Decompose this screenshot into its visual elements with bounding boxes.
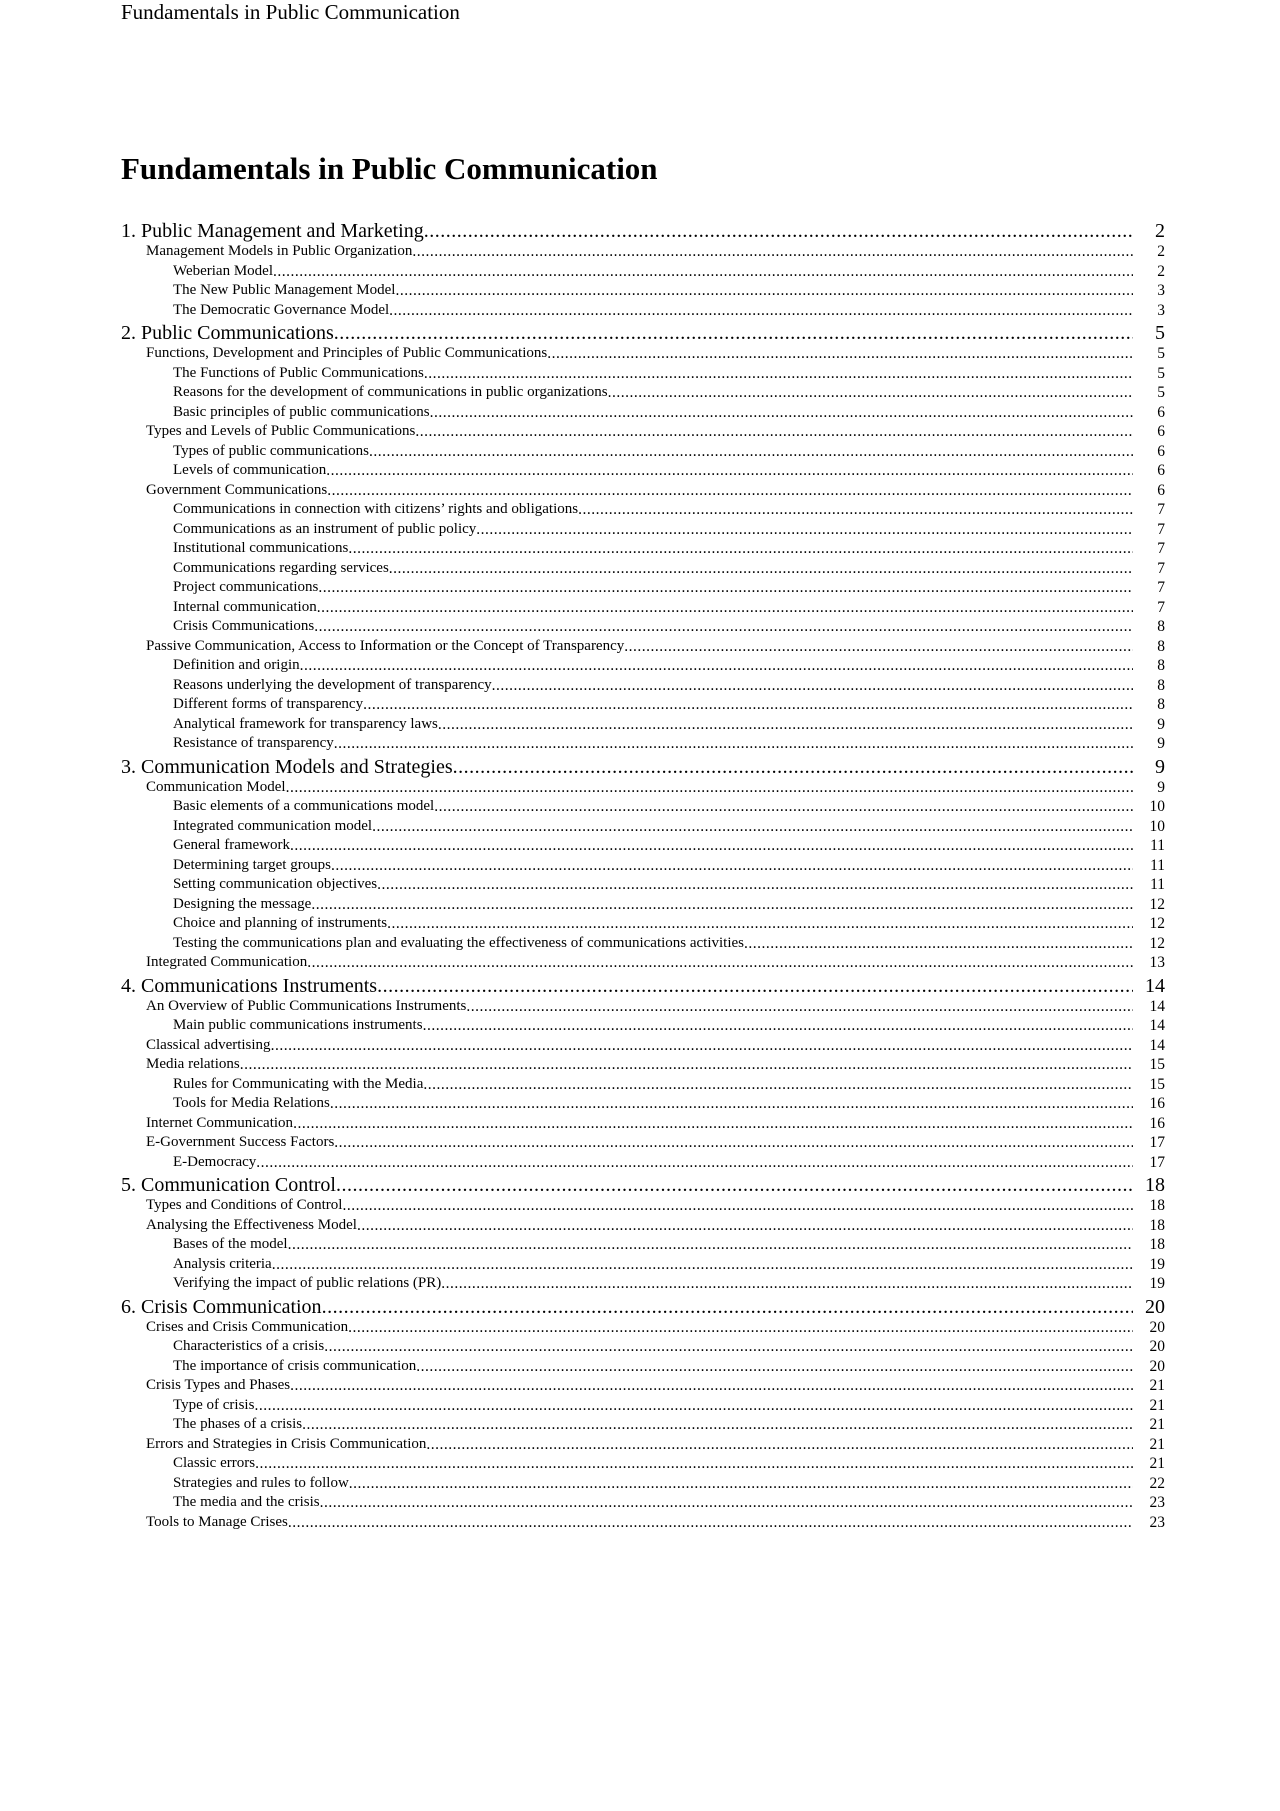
toc-dot-leader (254, 1396, 1133, 1416)
toc-dot-leader (317, 598, 1133, 618)
toc-entry-title: Government Communications (146, 481, 328, 498)
toc-entry-title: Types and Levels of Public Communications (146, 423, 416, 439)
table-of-contents (121, 218, 1165, 1532)
toc-entry-title: Crisis Types and Phases (146, 1377, 291, 1393)
toc-dot-leader (307, 953, 1133, 973)
toc-page-number: 6 (1157, 403, 1165, 421)
toc-entry[interactable] (121, 1016, 1165, 1036)
toc-entry-title: Setting communication objectives (173, 876, 378, 892)
toc-dot-leader (293, 1114, 1133, 1134)
toc-entry-title: The New Public Management Model (173, 282, 396, 298)
toc-dot-leader (288, 1513, 1133, 1533)
toc-dot-leader (372, 817, 1133, 837)
toc-entry[interactable] (121, 1474, 1165, 1494)
toc-entry-title: Media relations (146, 1056, 240, 1072)
toc-entry[interactable] (121, 1454, 1165, 1474)
toc-dot-leader (369, 442, 1133, 462)
toc-page-number: 12 (1149, 915, 1165, 932)
toc-page-number: 2 (1157, 243, 1165, 260)
toc-dot-leader (342, 1196, 1133, 1216)
toc-page-number: 16 (1149, 1114, 1165, 1132)
toc-entry-title: Testing the communications plan and evaluating the effectiveness of communications activities (173, 934, 745, 951)
toc-entry-title: Designing the message (173, 895, 312, 912)
toc-entry[interactable] (121, 895, 1165, 915)
toc-page-number: 21 (1149, 1416, 1165, 1433)
toc-page-number: 16 (1149, 1095, 1165, 1112)
toc-dot-leader (271, 1036, 1133, 1056)
toc-page-number: 19 (1149, 1275, 1165, 1292)
toc-dot-leader (476, 520, 1133, 540)
toc-dot-leader (744, 934, 1133, 954)
toc-page-number: 20 (1149, 1357, 1165, 1375)
toc-page-number: 15 (1149, 1056, 1165, 1073)
toc-dot-leader (578, 500, 1133, 520)
toc-dot-leader (240, 1055, 1133, 1075)
toc-entry[interactable] (121, 220, 1165, 242)
toc-entry-title: Rules for Communicating with the Media (173, 1075, 424, 1092)
toc-entry[interactable] (121, 520, 1165, 540)
toc-page-number: 2 (1155, 220, 1165, 242)
toc-entry-title: Type of crisis (173, 1396, 255, 1413)
toc-entry-title: E-Democracy (173, 1153, 257, 1170)
toc-entry-title: General framework (173, 837, 291, 853)
toc-entry-title: Determining target groups (173, 856, 332, 873)
toc-page-number: 23 (1149, 1513, 1165, 1531)
toc-entry[interactable] (121, 1274, 1165, 1294)
toc-entry-title: Passive Communication, Access to Information or the Concept of Transparency (146, 637, 625, 654)
toc-entry-title: The phases of a crisis (173, 1416, 303, 1432)
toc-entry-title: Analysis criteria (173, 1255, 272, 1272)
toc-entry[interactable] (121, 281, 1165, 301)
toc-entry-title: Characteristics of a crisis (173, 1338, 325, 1354)
toc-page-number: 12 (1149, 934, 1165, 952)
toc-entry-title: Main public communications instruments (173, 1017, 423, 1033)
toc-entry[interactable] (121, 1318, 1165, 1338)
toc-entry[interactable] (121, 1415, 1165, 1435)
toc-entry-title: Project communications (173, 579, 319, 595)
toc-page-number: 12 (1149, 895, 1165, 913)
toc-entry[interactable] (121, 1094, 1165, 1114)
toc-page-number: 6 (1157, 442, 1165, 460)
toc-page-number: 11 (1150, 837, 1165, 854)
toc-dot-leader (377, 875, 1133, 895)
toc-entry[interactable] (121, 578, 1165, 598)
toc-dot-leader (255, 1454, 1133, 1474)
toc-dot-leader (363, 695, 1133, 715)
toc-entry[interactable] (121, 695, 1165, 715)
toc-entry[interactable] (121, 756, 1165, 778)
toc-dot-leader (424, 364, 1133, 384)
toc-page-number: 22 (1149, 1474, 1165, 1492)
toc-entry-title: Tools to Manage Crises (146, 1513, 288, 1530)
toc-dot-leader (608, 383, 1133, 403)
toc-dot-leader (327, 481, 1133, 501)
toc-entry[interactable] (121, 1337, 1165, 1357)
toc-entry[interactable] (121, 1435, 1165, 1455)
toc-entry[interactable] (121, 481, 1165, 501)
toc-dot-leader (547, 344, 1133, 364)
toc-page-number: 8 (1157, 696, 1165, 713)
toc-page-number: 9 (1157, 735, 1165, 752)
toc-dot-leader (334, 322, 1133, 344)
toc-dot-leader (453, 756, 1133, 778)
toc-page-number: 20 (1149, 1318, 1165, 1336)
toc-entry[interactable] (121, 344, 1165, 364)
toc-entry-title: Internet Communication (146, 1114, 294, 1131)
toc-entry-title: Integrated communication model (173, 817, 373, 834)
toc-entry-title: Basic elements of a communications model (173, 798, 435, 814)
toc-page-number: 14 (1149, 1017, 1165, 1034)
toc-entry[interactable] (121, 422, 1165, 442)
toc-page-number: 7 (1157, 579, 1165, 596)
toc-entry-title: Reasons underlying the development of transparency (173, 676, 492, 693)
toc-entry[interactable] (121, 1174, 1165, 1196)
toc-page-number: 21 (1149, 1435, 1165, 1453)
toc-page-number: 15 (1149, 1075, 1165, 1093)
toc-dot-leader (311, 895, 1133, 915)
toc-dot-leader (423, 1075, 1133, 1095)
toc-page-number: 3 (1157, 282, 1165, 299)
toc-entry-title: Crises and Crisis Communication (146, 1318, 349, 1335)
toc-dot-leader (415, 422, 1133, 442)
toc-page-number: 9 (1157, 715, 1165, 733)
toc-entry-title: 3. Communication Models and Strategies (121, 755, 453, 778)
toc-dot-leader (314, 617, 1133, 637)
toc-entry[interactable] (121, 1153, 1165, 1173)
toc-page-number: 11 (1150, 856, 1165, 874)
toc-page-number: 18 (1145, 1174, 1165, 1196)
toc-entry-title: Tools for Media Relations (173, 1095, 330, 1111)
toc-page-number: 21 (1149, 1455, 1165, 1472)
toc-entry[interactable] (121, 953, 1165, 973)
toc-dot-leader (430, 403, 1133, 423)
toc-entry-title: Communication Model (146, 778, 286, 795)
toc-entry[interactable] (121, 461, 1165, 481)
toc-entry[interactable] (121, 1133, 1165, 1153)
toc-dot-leader (322, 1296, 1133, 1318)
toc-page-number: 5 (1157, 364, 1165, 382)
toc-entry-title: 5. Communication Control (121, 1174, 336, 1196)
toc-entry[interactable] (121, 442, 1165, 462)
toc-dot-leader (273, 262, 1133, 282)
toc-entry[interactable] (121, 1493, 1165, 1513)
toc-dot-leader (302, 1415, 1133, 1435)
toc-entry[interactable] (121, 934, 1165, 954)
toc-page-number: 5 (1157, 345, 1165, 362)
toc-entry-title: Communications regarding services (173, 559, 389, 576)
toc-entry[interactable] (121, 539, 1165, 559)
toc-dot-leader (334, 734, 1133, 754)
toc-dot-leader (330, 1094, 1133, 1114)
toc-entry-title: Errors and Strategies in Crisis Communication (146, 1435, 427, 1452)
toc-page-number: 14 (1149, 997, 1165, 1015)
toc-entry-title: Internal communication (173, 598, 317, 615)
toc-entry[interactable] (121, 1396, 1165, 1416)
toc-page-number: 6 (1157, 462, 1165, 479)
toc-dot-leader (624, 637, 1133, 657)
toc-entry-title: Integrated Communication (146, 954, 308, 970)
toc-dot-leader (320, 1493, 1133, 1513)
toc-entry-title: The media and the crisis (173, 1494, 320, 1510)
toc-entry[interactable] (121, 856, 1165, 876)
toc-entry[interactable] (121, 797, 1165, 817)
toc-entry[interactable] (121, 676, 1165, 696)
toc-entry[interactable] (121, 1114, 1165, 1134)
toc-page-number: 8 (1157, 657, 1165, 674)
toc-entry-title: Institutional communications (173, 540, 349, 556)
toc-entry-title: Reasons for the development of communications in public organizations (173, 384, 608, 400)
toc-page-number: 18 (1149, 1236, 1165, 1253)
toc-entry[interactable] (121, 1235, 1165, 1255)
toc-entry[interactable] (121, 598, 1165, 618)
toc-page-number: 7 (1157, 540, 1165, 557)
toc-dot-leader (416, 1357, 1133, 1377)
toc-entry-title: Crisis Communications (173, 618, 315, 634)
toc-page-number: 7 (1157, 520, 1165, 538)
toc-dot-leader (349, 1474, 1133, 1494)
toc-entry[interactable] (121, 817, 1165, 837)
toc-dot-leader (272, 1255, 1133, 1275)
toc-dot-leader (290, 836, 1133, 856)
toc-page-number: 8 (1157, 637, 1165, 655)
toc-entry-title: An Overview of Public Communications Instruments (146, 997, 467, 1014)
toc-entry[interactable] (121, 617, 1165, 637)
toc-entry-title: Levels of communication (173, 462, 327, 478)
toc-entry[interactable] (121, 1255, 1165, 1275)
toc-entry[interactable] (121, 1513, 1165, 1533)
toc-entry-title: Functions, Development and Principles of Public Communications (146, 345, 548, 361)
toc-entry-title: 2. Public Communications (121, 322, 334, 344)
toc-page-number: 10 (1149, 817, 1165, 835)
toc-page-number: 18 (1149, 1197, 1165, 1214)
toc-entry-title: Classic errors (173, 1455, 256, 1471)
toc-dot-leader (389, 301, 1133, 321)
toc-entry[interactable] (121, 1036, 1165, 1056)
toc-entry-title: The importance of crisis communication (173, 1357, 417, 1374)
toc-page-number: 7 (1157, 501, 1165, 518)
toc-entry[interactable] (121, 1055, 1165, 1075)
toc-entry[interactable] (121, 997, 1165, 1017)
toc-dot-leader (424, 220, 1133, 242)
toc-entry-title: Basic principles of public communications (173, 403, 430, 420)
toc-page-number: 7 (1157, 598, 1165, 616)
toc-entry[interactable] (121, 559, 1165, 579)
toc-entry-title: The Functions of Public Communications (173, 364, 424, 381)
toc-entry[interactable] (121, 364, 1165, 384)
toc-entry[interactable] (121, 914, 1165, 934)
toc-entry[interactable] (121, 1196, 1165, 1216)
toc-entry-title: The Democratic Governance Model (173, 301, 390, 318)
toc-page-number: 14 (1145, 974, 1165, 997)
toc-dot-leader (426, 1435, 1133, 1455)
toc-entry-title: Types and Conditions of Control (146, 1197, 343, 1213)
toc-dot-leader (395, 281, 1133, 301)
toc-dot-leader (377, 975, 1133, 997)
toc-dot-leader (492, 676, 1133, 696)
toc-dot-leader (357, 1216, 1133, 1236)
toc-entry[interactable] (121, 403, 1165, 423)
toc-dot-leader (389, 559, 1133, 579)
toc-page-number: 20 (1149, 1338, 1165, 1355)
toc-page-number: 3 (1157, 301, 1165, 319)
toc-entry[interactable] (121, 1357, 1165, 1377)
toc-entry-title: Definition and origin (173, 657, 300, 673)
toc-entry[interactable] (121, 715, 1165, 735)
toc-page-number: 5 (1157, 384, 1165, 401)
toc-page-number: 8 (1157, 676, 1165, 694)
toc-entry-title: Communications as an instrument of public policy (173, 520, 477, 537)
toc-page-number: 6 (1157, 423, 1165, 440)
toc-page-number: 21 (1149, 1396, 1165, 1414)
toc-dot-leader (348, 1318, 1133, 1338)
toc-entry[interactable] (121, 1376, 1165, 1396)
toc-page-number: 8 (1157, 618, 1165, 635)
toc-dot-leader (300, 656, 1133, 676)
toc-entry-title: 4. Communications Instruments (121, 974, 378, 997)
toc-dot-leader (438, 715, 1133, 735)
toc-page-number: 17 (1149, 1134, 1165, 1151)
toc-entry[interactable] (121, 656, 1165, 676)
toc-dot-leader (441, 1274, 1133, 1294)
toc-entry[interactable] (121, 637, 1165, 657)
toc-dot-leader (324, 1337, 1133, 1357)
toc-dot-leader (466, 997, 1133, 1017)
toc-dot-leader (318, 578, 1133, 598)
toc-dot-leader (331, 856, 1133, 876)
toc-page-number: 20 (1145, 1295, 1165, 1318)
toc-page-number: 9 (1157, 778, 1165, 796)
toc-page-number: 7 (1157, 559, 1165, 577)
toc-entry-title: Choice and planning of instruments (173, 915, 388, 931)
toc-entry[interactable] (121, 383, 1165, 403)
toc-entry-title: Management Models in Public Organization (146, 243, 413, 259)
toc-entry-title: Verifying the impact of public relations (PR) (173, 1275, 442, 1291)
running-header: Fundamentals in Public Communication (121, 0, 460, 24)
toc-entry-title: E-Government Success Factors (146, 1134, 335, 1150)
toc-entry[interactable] (121, 500, 1165, 520)
toc-dot-leader (326, 461, 1133, 481)
toc-entry[interactable] (121, 836, 1165, 856)
toc-dot-leader (423, 1016, 1133, 1036)
toc-dot-leader (434, 797, 1133, 817)
toc-entry-title: Strategies and rules to follow (173, 1474, 349, 1491)
toc-page-number: 5 (1155, 322, 1165, 344)
toc-entry[interactable] (121, 778, 1165, 798)
toc-entry-title: Different forms of transparency (173, 696, 364, 712)
toc-entry[interactable] (121, 322, 1165, 344)
toc-entry-title: 6. Crisis Communication (121, 1295, 322, 1318)
toc-page-number: 17 (1149, 1153, 1165, 1171)
toc-dot-leader (286, 778, 1133, 798)
toc-entry-title: Bases of the model (173, 1236, 288, 1252)
toc-entry[interactable] (121, 875, 1165, 895)
toc-entry-title: Analysing the Effectiveness Model (146, 1216, 357, 1233)
toc-entry[interactable] (121, 301, 1165, 321)
toc-page-number: 6 (1157, 481, 1165, 499)
toc-entry-title: Communications in connection with citizens’ rights and obligations (173, 501, 579, 517)
toc-page-number: 23 (1149, 1494, 1165, 1511)
toc-entry[interactable] (121, 242, 1165, 262)
toc-dot-leader (256, 1153, 1133, 1173)
toc-dot-leader (288, 1235, 1133, 1255)
toc-entry[interactable] (121, 734, 1165, 754)
toc-dot-leader (387, 914, 1133, 934)
toc-page-number: 13 (1149, 954, 1165, 971)
toc-page-number: 21 (1149, 1377, 1165, 1394)
toc-page-number: 11 (1150, 876, 1165, 893)
toc-entry[interactable] (121, 1216, 1165, 1236)
toc-entry-title: Analytical framework for transparency laws (173, 715, 438, 732)
toc-page-number: 2 (1157, 262, 1165, 280)
toc-entry-title: Weberian Model (173, 262, 274, 279)
toc-dot-leader (348, 539, 1133, 559)
toc-page-number: 9 (1155, 755, 1165, 778)
toc-page-number: 14 (1149, 1036, 1165, 1054)
document-title: Fundamentals in Public Communication (121, 151, 658, 186)
toc-entry[interactable] (121, 262, 1165, 282)
toc-dot-leader (336, 1174, 1133, 1196)
toc-entry[interactable] (121, 975, 1165, 997)
toc-entry[interactable] (121, 1075, 1165, 1095)
toc-entry-title: Types of public communications (173, 442, 369, 459)
toc-dot-leader (412, 242, 1133, 262)
toc-page-number: 18 (1149, 1216, 1165, 1234)
toc-entry-title: 1. Public Management and Marketing (121, 220, 424, 242)
toc-dot-leader (290, 1376, 1133, 1396)
toc-page-number: 19 (1149, 1255, 1165, 1273)
toc-entry[interactable] (121, 1296, 1165, 1318)
toc-page-number: 10 (1149, 798, 1165, 815)
toc-entry-title: Classical advertising (146, 1036, 271, 1053)
toc-entry-title: Resistance of transparency (173, 735, 334, 751)
toc-dot-leader (334, 1133, 1133, 1153)
